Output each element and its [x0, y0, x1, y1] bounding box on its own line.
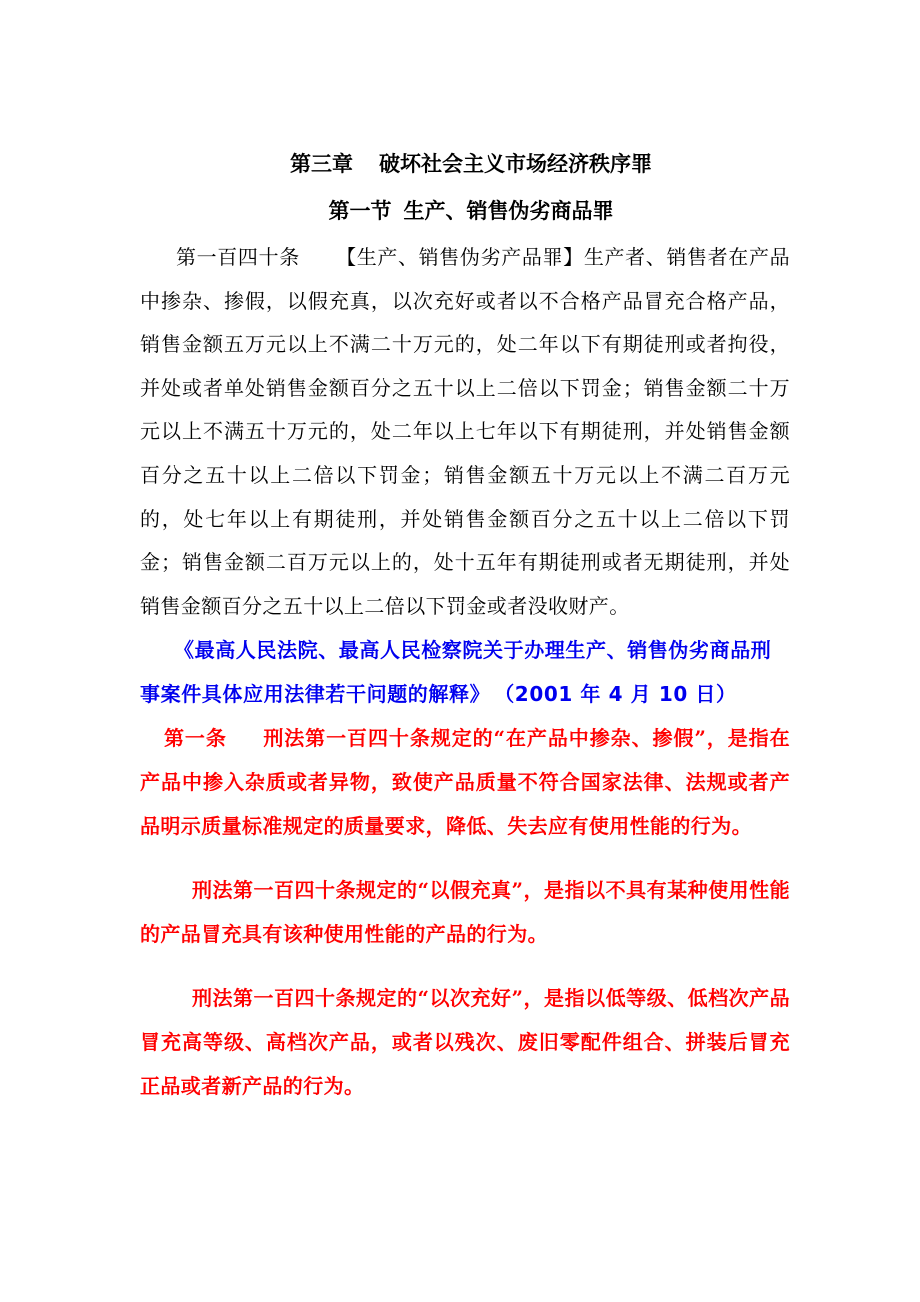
chapter-heading — [140, 142, 790, 186]
chapter-number: 第三章 — [290, 152, 353, 176]
section-heading — [140, 186, 790, 236]
section-title: 生产、销售伪劣商品罪 — [403, 199, 614, 223]
article-text: 生产者、销售者在产品中掺杂、掺假，以假充真，以次充好或者以不合格产品冒充合格产品，销售金额五万元以上不满二十万元的，处二年以下有期徒刑或者拘役，并处或者单处销售金额百分之五十以上二倍以下罚金；销售金额二十万元以上不满五十万元的，处二年以上七年以下有期徒刑，并处销售金额百分之五十以上二倍以下罚金；销售金额五十万元以上不满二百万元的，处七年以上有期徒刑，并处销售金额百分之五十以上二倍以下罚金；销售金额二百万元以上的，处十五年有期徒刑或者无期徒刑，并处销售金额百分之五十以上二倍以下罚金或者没收财产。 — [140, 245, 790, 618]
interpretation-article-text: 刑法第一百四十条规定的“在产品中掺杂、掺假”，是指在产品中掺入杂质或者异物，致使产品质量不符合国家法律、法规或者产品明示质量标准规定的质量要求，降低、失去应有使用性能的行为。 — [140, 726, 790, 839]
chapter-title: 破坏社会主义市场经济秩序罪 — [379, 152, 652, 176]
interpretation-paragraph: 刑法第一百四十条规定的“以次充好”，是指以低等级、低档次产品冒充高等级、高档次产品，或者以残次、废旧零配件组合、拼装后冒充正品或者新产品的行为。 — [140, 986, 790, 1099]
document-page — [140, 142, 790, 1108]
article-number: 第一百四十条 — [176, 245, 300, 269]
interpretation-date: （2001 年 4 月 10 日） — [504, 682, 737, 707]
article-140 — [140, 236, 790, 628]
article-title: 【生产、销售伪劣产品罪】 — [335, 245, 584, 269]
interpretation-paragraph: 刑法第一百四十条规定的“以假充真”，是指以不具有某种使用性能的产品冒充具有该种使用性能的产品的行为。 — [140, 878, 790, 947]
interpretation-article-number: 第一条 — [164, 726, 227, 751]
section-number: 第一节 — [328, 199, 392, 223]
interpretation-title: 《最高人民法院、最高人民检察院关于办理生产、销售伪劣商品刑事案件具体应用法律若干问题的解释》 — [140, 638, 772, 707]
interpretation-article-1 — [140, 716, 790, 848]
interpretation-heading — [140, 628, 790, 716]
